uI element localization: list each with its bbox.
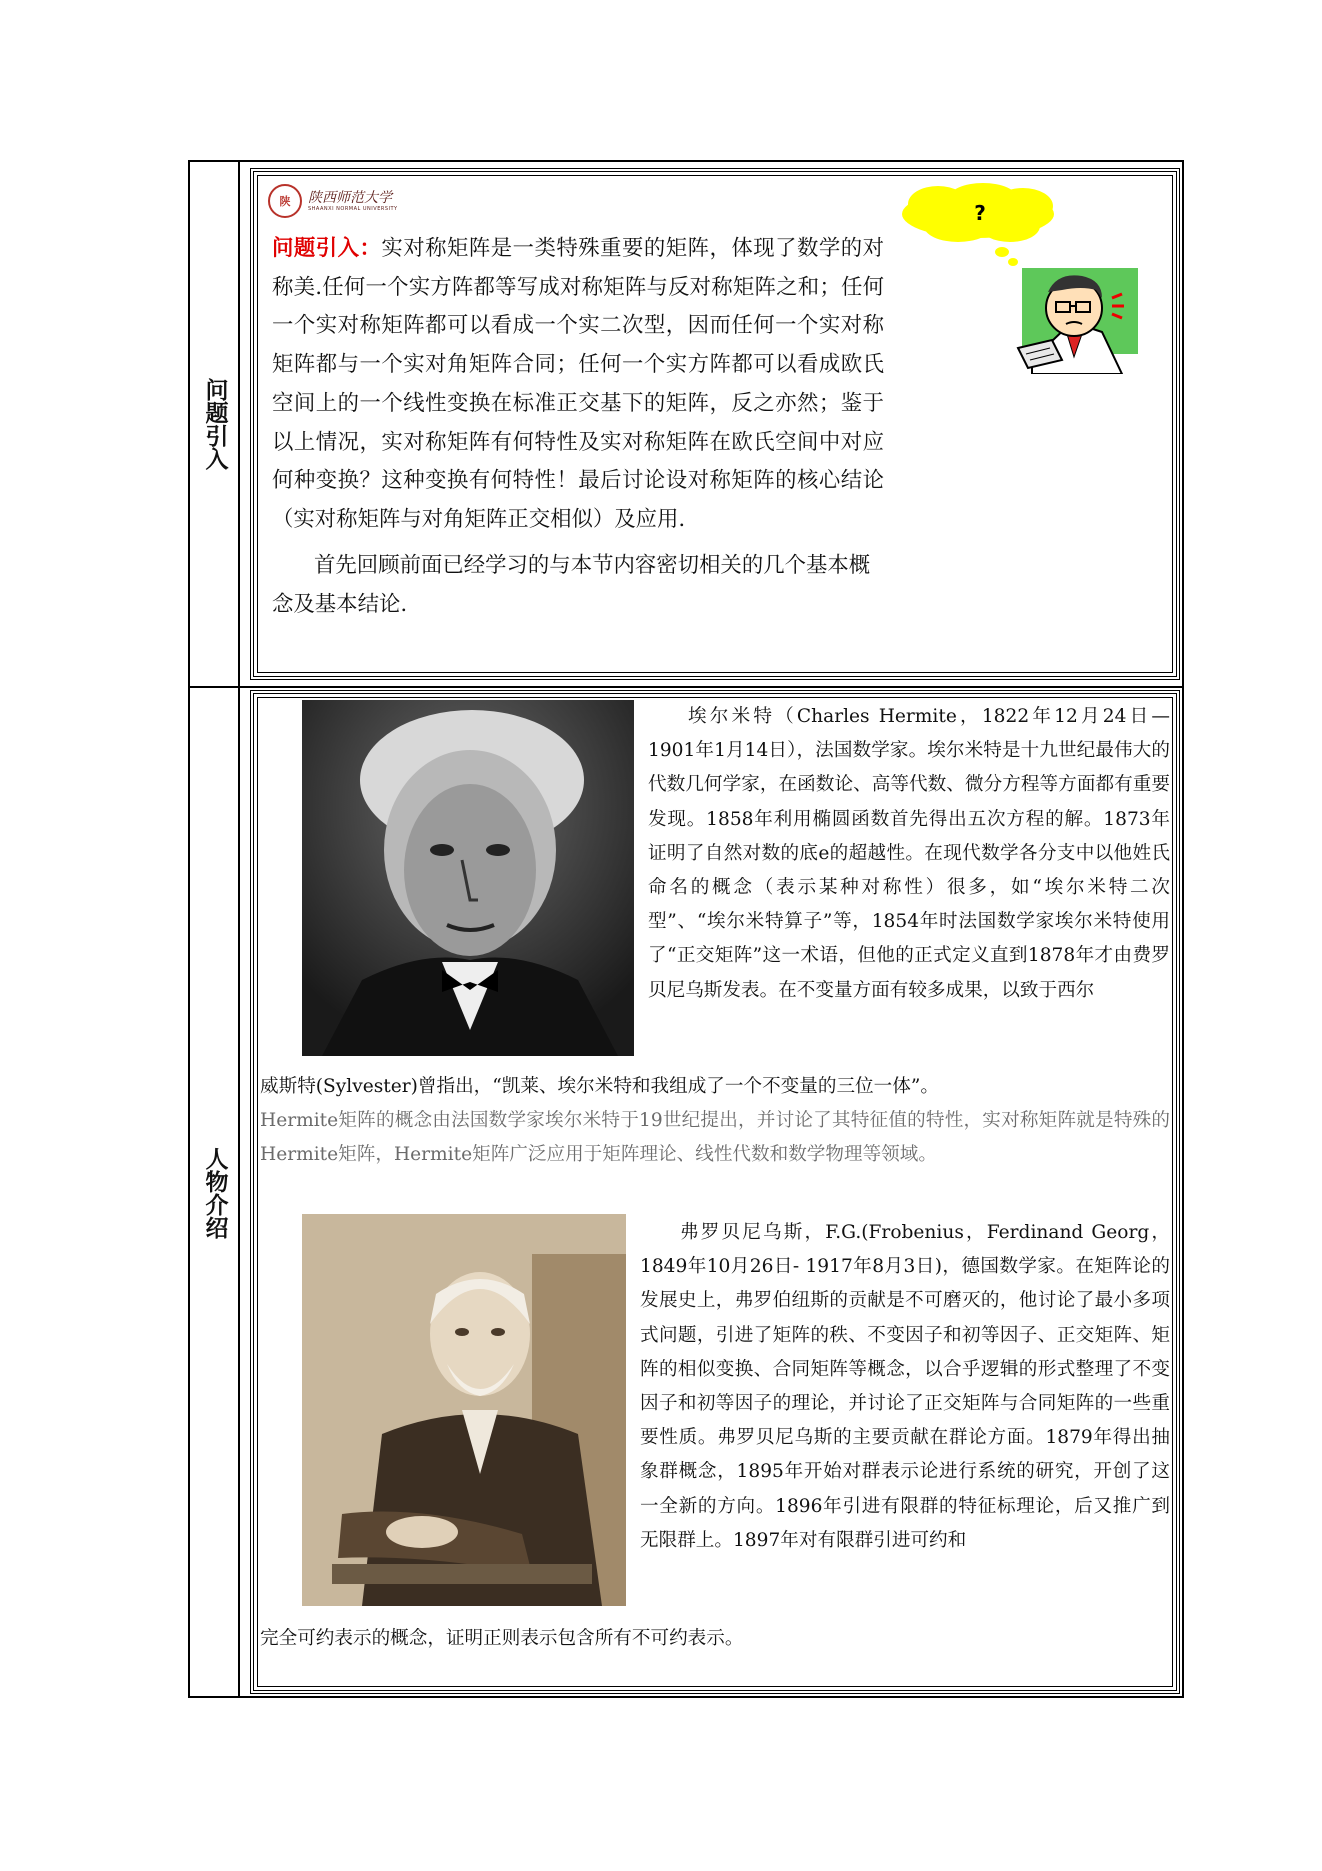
frobenius-portrait-image [302,1214,626,1606]
document-table [188,160,1184,1698]
thinking-teacher-icon [1012,262,1140,374]
people-frame [250,690,1180,1694]
hermite-bio-continued: 威斯特(Sylvester)曾指出，“凯莱、埃尔米特和我组成了一个不变量的三位一体”。 [260,1076,939,1097]
intro-body: 实对称矩阵是一类特殊重要的矩阵，体现了数学的对称美.任何一个实方阵都等写成对称矩阵与反对称矩阵之和；任何一个实对称矩阵都可以看成一个实二次型，因而任何一个实对称矩阵都与一个实对角矩阵合同；任何一个实方阵都可以看成欧氏空间上的一个线性变换在标准正交基下的矩阵，反之亦然；鉴于以上情况，实对称矩阵有何特性及实对称矩阵在欧氏空间中对应何种变换？这种变换有何特性！最后讨论设对称矩阵的核心结论（实对称矩阵与对角矩阵正交相似）及应用. [272,236,884,532]
logo-en-text: SHAANXI NORMAL UNIVERSITY [308,205,398,212]
hermite-portrait-image [302,700,634,1056]
cloud-question-mark: ? [974,201,986,225]
problem-frame [250,168,1180,680]
row-divider [190,686,1182,688]
hermite-portrait [302,700,634,1056]
people-label-cell [190,688,238,1698]
hermite-bio-beside: 埃尔米特（Charles Hermite，1822年12月24日—1901年1月14日），法国数学家。埃尔米特是十九世纪最伟大的代数几何学家，在函数论、高等代数、微分方程等方面都有重要发现。1858年利用椭圆函数首先得出五次方程的解。1873年证明了自然对数的底e的超越性。在现代数学各分支中以他姓氏命名的概念（表示某种对称性）很多，如“埃尔米特二次型”、“埃尔米特算子”等，1854年时法国数学家埃尔米特使用了“正交矩阵”这一术语，但他的正式定义直到1878年才由费罗贝尼乌斯发表。在不变量方面有较多成果，以致于西尔 [648,706,1170,1001]
problem-label-cell [190,162,238,686]
university-logo [268,184,398,218]
intro-label: 问题引入： [272,236,382,261]
frobenius-bio-beside: 弗罗贝尼乌斯，F.G.(Frobenius，Ferdinand Georg，1849年10月26日- 1917年8月3日)，德国数学家。在矩阵论的发展史上，弗罗伯纽斯的贡献是不可磨灭的，他讨论了最小多项式问题，引进了矩阵的秩、不变因子和初等因子、正交矩阵、矩阵的相似变换、合同矩阵等概念，以合乎逻辑的形式整理了不变因子和初等因子的理论，并讨论了正交矩阵与合同矩阵的一些重要性质。弗罗贝尼乌斯的主要贡献在群论方面。1879年得出抽象群概念，1895年开始对群表示论进行系统的研究，开创了这一全新的方向。1896年引进有限群的特征标理论，后又推广到无限群上。1897年对有限群引进可约和 [640,1222,1170,1551]
hermite-matrix-note: Hermite矩阵的概念由法国数学家埃尔米特于19世纪提出，并讨论了其特征值的特性，实对称矩阵就是特殊的Hermite矩阵，Hermite矩阵广泛应用于矩阵理论、线性代数和数学物理等领域。 [260,1110,1170,1166]
frobenius-bio-continued: 完全可约表示的概念，证明正则表示包含所有不可约表示。 [260,1628,744,1649]
frobenius-portrait [302,1214,626,1606]
column-divider [238,162,240,1696]
logo-cn-text: 陕西师范大学 [308,189,392,206]
thought-cloud-icon [898,182,1058,246]
problem-intro-paragraph-2: 首先回顾前面已经学习的与本节内容密切相关的几个基本概念及基本结论. [272,553,871,617]
university-seal-icon: 陕 [268,184,302,218]
problem-intro-text [272,230,884,540]
problem-section-label: 问题引入 [201,378,228,470]
people-section-label: 人物介绍 [201,1147,228,1239]
